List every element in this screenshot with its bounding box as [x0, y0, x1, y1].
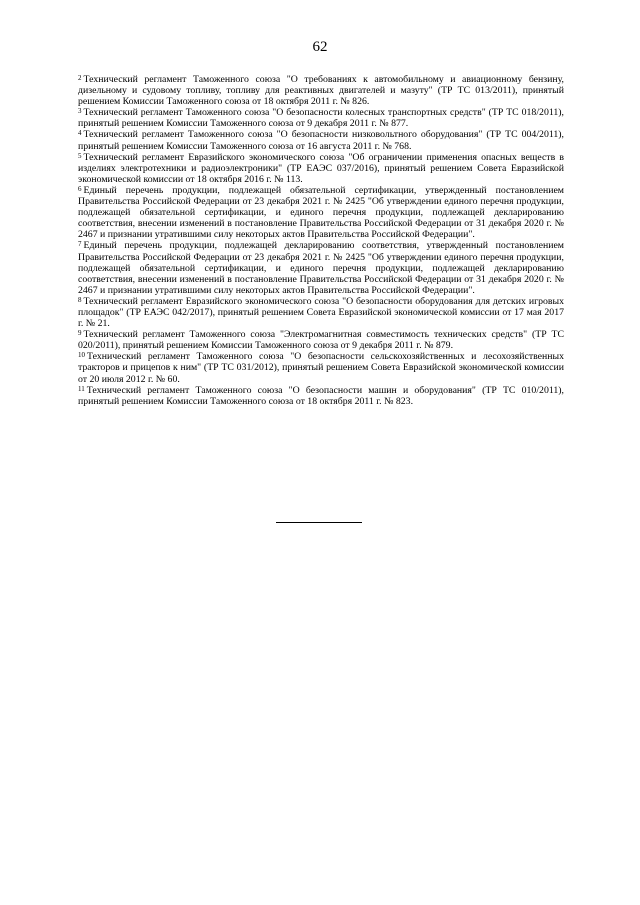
- footnotes-section: [78, 74, 564, 407]
- footnote-marker: 5: [78, 151, 82, 160]
- end-divider: [276, 522, 362, 523]
- footnote-11: [78, 385, 564, 407]
- footnote-text: Технический регламент Таможенного союза "О безопасности машин и оборудования" (ТР ТС 010/2011), принятый решением Комиссии Таможенного союза от 18 октября 2011 г. № 823.: [78, 384, 564, 407]
- footnote-marker: 3: [78, 107, 82, 116]
- footnote-7: [78, 240, 564, 295]
- footnote-10: [78, 351, 564, 384]
- footnote-text: Технический регламент Таможенного союза "О безопасности колесных транспортных средств" (ТР ТС 018/2011), принятый решением Комиссии Таможенного союза от 9 декабря 2011 г. № 877.: [78, 107, 564, 130]
- footnote-text: Технический регламент Евразийского экономического союза "О безопасности оборудования для детских игровых площадок" (ТР ЕАЭС 042/2017), принятый решением Совета Евразийской экономической комиссии от 17 мая 2017 г. № 21.: [78, 295, 564, 330]
- footnote-3: [78, 107, 564, 129]
- footnote-marker: 9: [78, 329, 82, 338]
- footnote-8: [78, 296, 564, 329]
- footnote-text: Единый перечень продукции, подлежащей обязательной сертификации, утвержденный постановлением Правительства Российской Федерации от 23 декабря 2021 г. № 2425 "Об утверждении единого перечня продукции, подлежащей обязательной сертификации, и единого перечня продукции, подлежащей декларированию соответствия, внесении изменений в постановление Правительства Российской Федерации от 31 декабря 2020 г. № 2467 и признании утратившими силу некоторых актов Правительства Российской Федерации".: [78, 184, 564, 241]
- footnote-4: [78, 129, 564, 151]
- footnote-text: Технический регламент Евразийского экономического союза "Об ограничении применения опасных веществ в изделиях электротехники и радиоэлектроники" (ТР ЕАЭС 037/2016), принятый решением Совета Евразийской экономической комиссии от 18 октября 2016 г. № 113.: [78, 151, 564, 185]
- footnote-5: [78, 152, 564, 185]
- footnote-marker: 7: [78, 240, 82, 249]
- footnote-text: Единый перечень продукции, подлежащей декларированию соответствия, утвержденный постановлением Правительства Российской Федерации от 23 декабря 2021 г. № 2425 "Об утверждении единого перечня продукции, подлежащей обязательной сертификации, и единого перечня продукции, подлежащей декларированию соответствия, внесении изменений в постановление Правительства Российской Федерации от 31 декабря 2020 г. № 2467 и признании утратившими силу некоторых актов Правительства Российской Федерации".: [78, 240, 564, 296]
- footnote-marker: 6: [78, 184, 82, 193]
- footnote-marker: 8: [78, 295, 82, 304]
- footnote-marker: 10: [78, 351, 85, 360]
- footnote-9: [78, 329, 564, 351]
- footnote-text: Технический регламент Таможенного союза "О безопасности сельскохозяйственных и лесохозяйственных тракторов и прицепов к ним" (ТР ТС 031/2012), принятый решением Совета Евразийской экономической комиссии от 20 июля 2012 г. № 60.: [78, 351, 564, 385]
- footnote-text: Технический регламент Таможенного союза "Электромагнитная совместимость технических средств" (ТР ТС 020/2011), принятый решением Комиссии Таможенного союза от 9 декабря 2011 г. № 879.: [78, 329, 564, 352]
- footnote-text: Технический регламент Таможенного союза "О безопасности низковольтного оборудования" (ТР ТС 004/2011), принятый решением Комиссии Таможенного союза от 16 августа 2011 г. № 768.: [78, 129, 564, 152]
- page-number: 62: [312, 39, 328, 55]
- footnote-marker: 2: [78, 74, 82, 82]
- footnote-marker: 4: [78, 129, 82, 138]
- footnote-6: [78, 185, 564, 240]
- footnote-text: Технический регламент Таможенного союза "О требованиях к автомобильному и авиационному бензину, дизельному и судовому топливу, топливу для реактивных двигателей и мазуту" (ТР ТС 013/2011), принятый решением Комиссии Таможенного союза от 18 октября 2011 г. № 826.: [78, 74, 564, 108]
- footnote-2: [78, 74, 564, 107]
- footnote-marker: 11: [78, 384, 85, 393]
